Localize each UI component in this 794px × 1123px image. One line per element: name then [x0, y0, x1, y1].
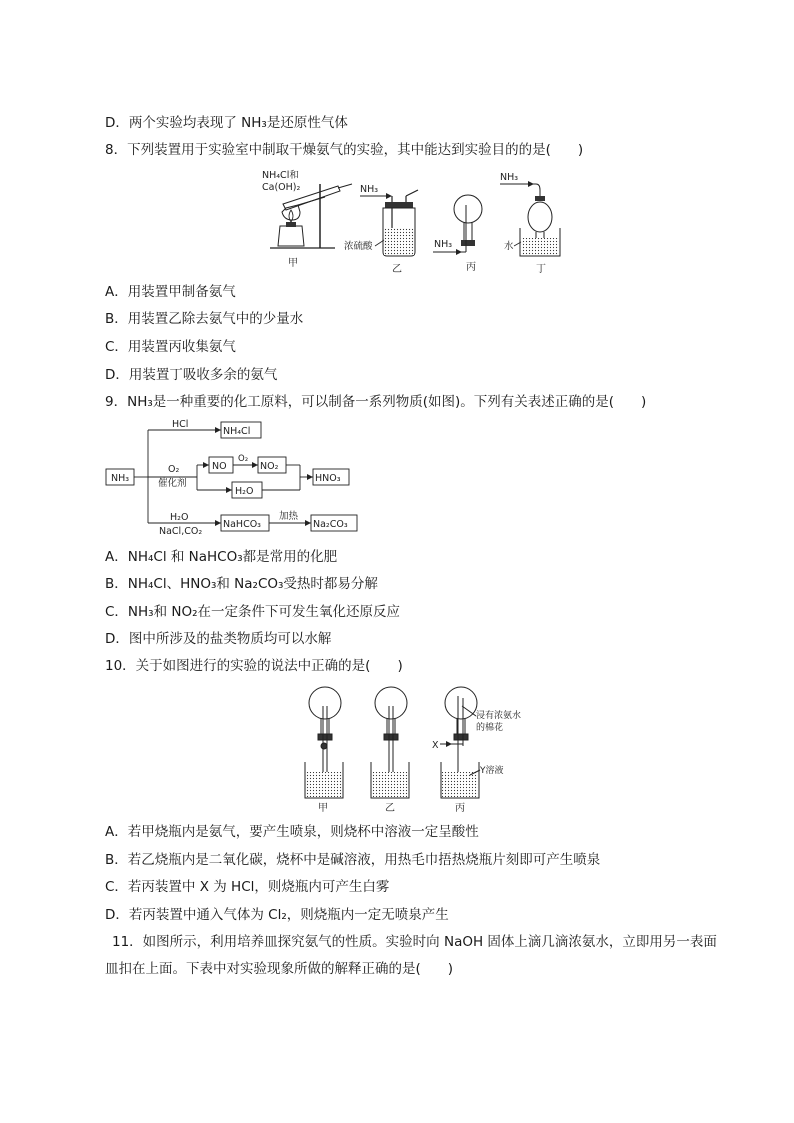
q8-option-b: B．用装置乙除去氨气中的少量水: [105, 311, 304, 327]
reagent-catalyst: 催化剂: [158, 478, 187, 489]
q11-stem-line2: 皿扣在上面。下表中对实验现象所做的解释正确的是( ): [105, 961, 454, 977]
q9-option-c: C．NH₃和 NO₂在一定条件下可发生氧化还原反应: [105, 604, 401, 620]
reagent-h2o: H₂O: [170, 512, 189, 523]
node-hno3: HNO₃: [315, 473, 341, 484]
q8-stem: 8．下列装置用于实验室中制取干燥氨气的实验，其中能达到实验目的的是( ): [105, 142, 584, 158]
node-na2co3: Na₂CO₃: [313, 519, 348, 530]
reagent-nacl-co2: NaCl,CO₂: [159, 526, 203, 537]
nh3-label-ding: NH₃: [500, 172, 519, 183]
q10-option-a: A．若甲烧瓶内是氨气，要产生喷泉，则烧杯中溶液一定呈酸性: [105, 824, 479, 840]
q7-option-d: D．两个实验均表现了 NH₃是还原性气体: [105, 115, 348, 131]
q10-stem: 10．关于如图进行的实验的说法中正确的是( ): [105, 658, 403, 674]
node-no: NO: [212, 461, 227, 472]
reagent-o2-2: O₂: [238, 454, 249, 464]
q8-option-a: A．用装置甲制备氨气: [105, 284, 236, 300]
gas-x-label: X: [432, 740, 439, 751]
q9-option-b: B．NH₄Cl、HNO₃和 Na₂CO₃受热时都易分解: [105, 576, 378, 592]
node-nh4cl: NH₄Cl: [223, 426, 251, 437]
q9-option-a: A．NH₄Cl 和 NaHCO₃都是常用的化肥: [105, 549, 338, 565]
q9-stem: 9．NH₃是一种重要的化工原料，可以制备一系列物质(如图)。下列有关表述正确的是( ): [105, 394, 647, 410]
q10-option-b: B．若乙烧瓶内是二氧化碳，烧杯中是碱溶液，用热毛巾捂热烧瓶片刻即可产生喷泉: [105, 852, 601, 868]
label-bing: 丙: [455, 803, 465, 814]
reagent-hcl: HCl: [172, 419, 189, 430]
q9-option-d: D．图中所涉及的盐类物质均可以水解: [105, 631, 332, 647]
solution-y-label: Y溶液: [480, 766, 504, 776]
reagent-label-2: Ca(OH)₂: [262, 182, 301, 193]
reagent-label-1: NH₄Cl和: [262, 170, 299, 181]
acid-label: 浓硫酸: [344, 241, 373, 252]
q8-option-d: D．用装置丁吸收多余的氨气: [105, 367, 278, 383]
reagent-o2: O₂: [168, 464, 180, 475]
node-h2o: H₂O: [235, 486, 254, 497]
nh3-label-yi: NH₃: [360, 184, 379, 195]
q10-option-d: D．若丙装置中通入气体为 Cl₂，则烧瓶内一定无喷泉产生: [105, 907, 449, 923]
q11-stem-line1: 11．如图所示，利用培养皿探究氨气的性质。实验时向 NaOH 固体上滴几滴浓氨水，立即用另一表面: [112, 934, 717, 950]
label-yi: 乙: [392, 264, 402, 275]
setup-jia: [305, 687, 343, 798]
q8-option-c: C．用装置丙收集氨气: [105, 339, 236, 355]
nh3-label-bing: NH₃: [434, 239, 453, 250]
cotton-label-2: 的棉花: [476, 723, 504, 733]
setup-yi: [371, 687, 409, 798]
q10-option-c: C．若丙装置中 X 为 HCl，则烧瓶内可产生白雾: [105, 879, 390, 895]
node-nh3: NH₃: [111, 473, 130, 484]
label-yi: 乙: [385, 803, 395, 814]
water-label: 水: [504, 241, 514, 252]
label-jia: 甲: [288, 258, 298, 269]
condition-heat: 加热: [279, 511, 299, 522]
cotton-label-1: 浸有浓氨水: [476, 711, 522, 721]
node-no2: NO₂: [260, 461, 279, 472]
label-jia: 甲: [318, 803, 328, 814]
label-ding: 丁: [536, 264, 546, 275]
label-bing: 丙: [466, 262, 476, 273]
node-nahco3: NaHCO₃: [223, 519, 261, 530]
